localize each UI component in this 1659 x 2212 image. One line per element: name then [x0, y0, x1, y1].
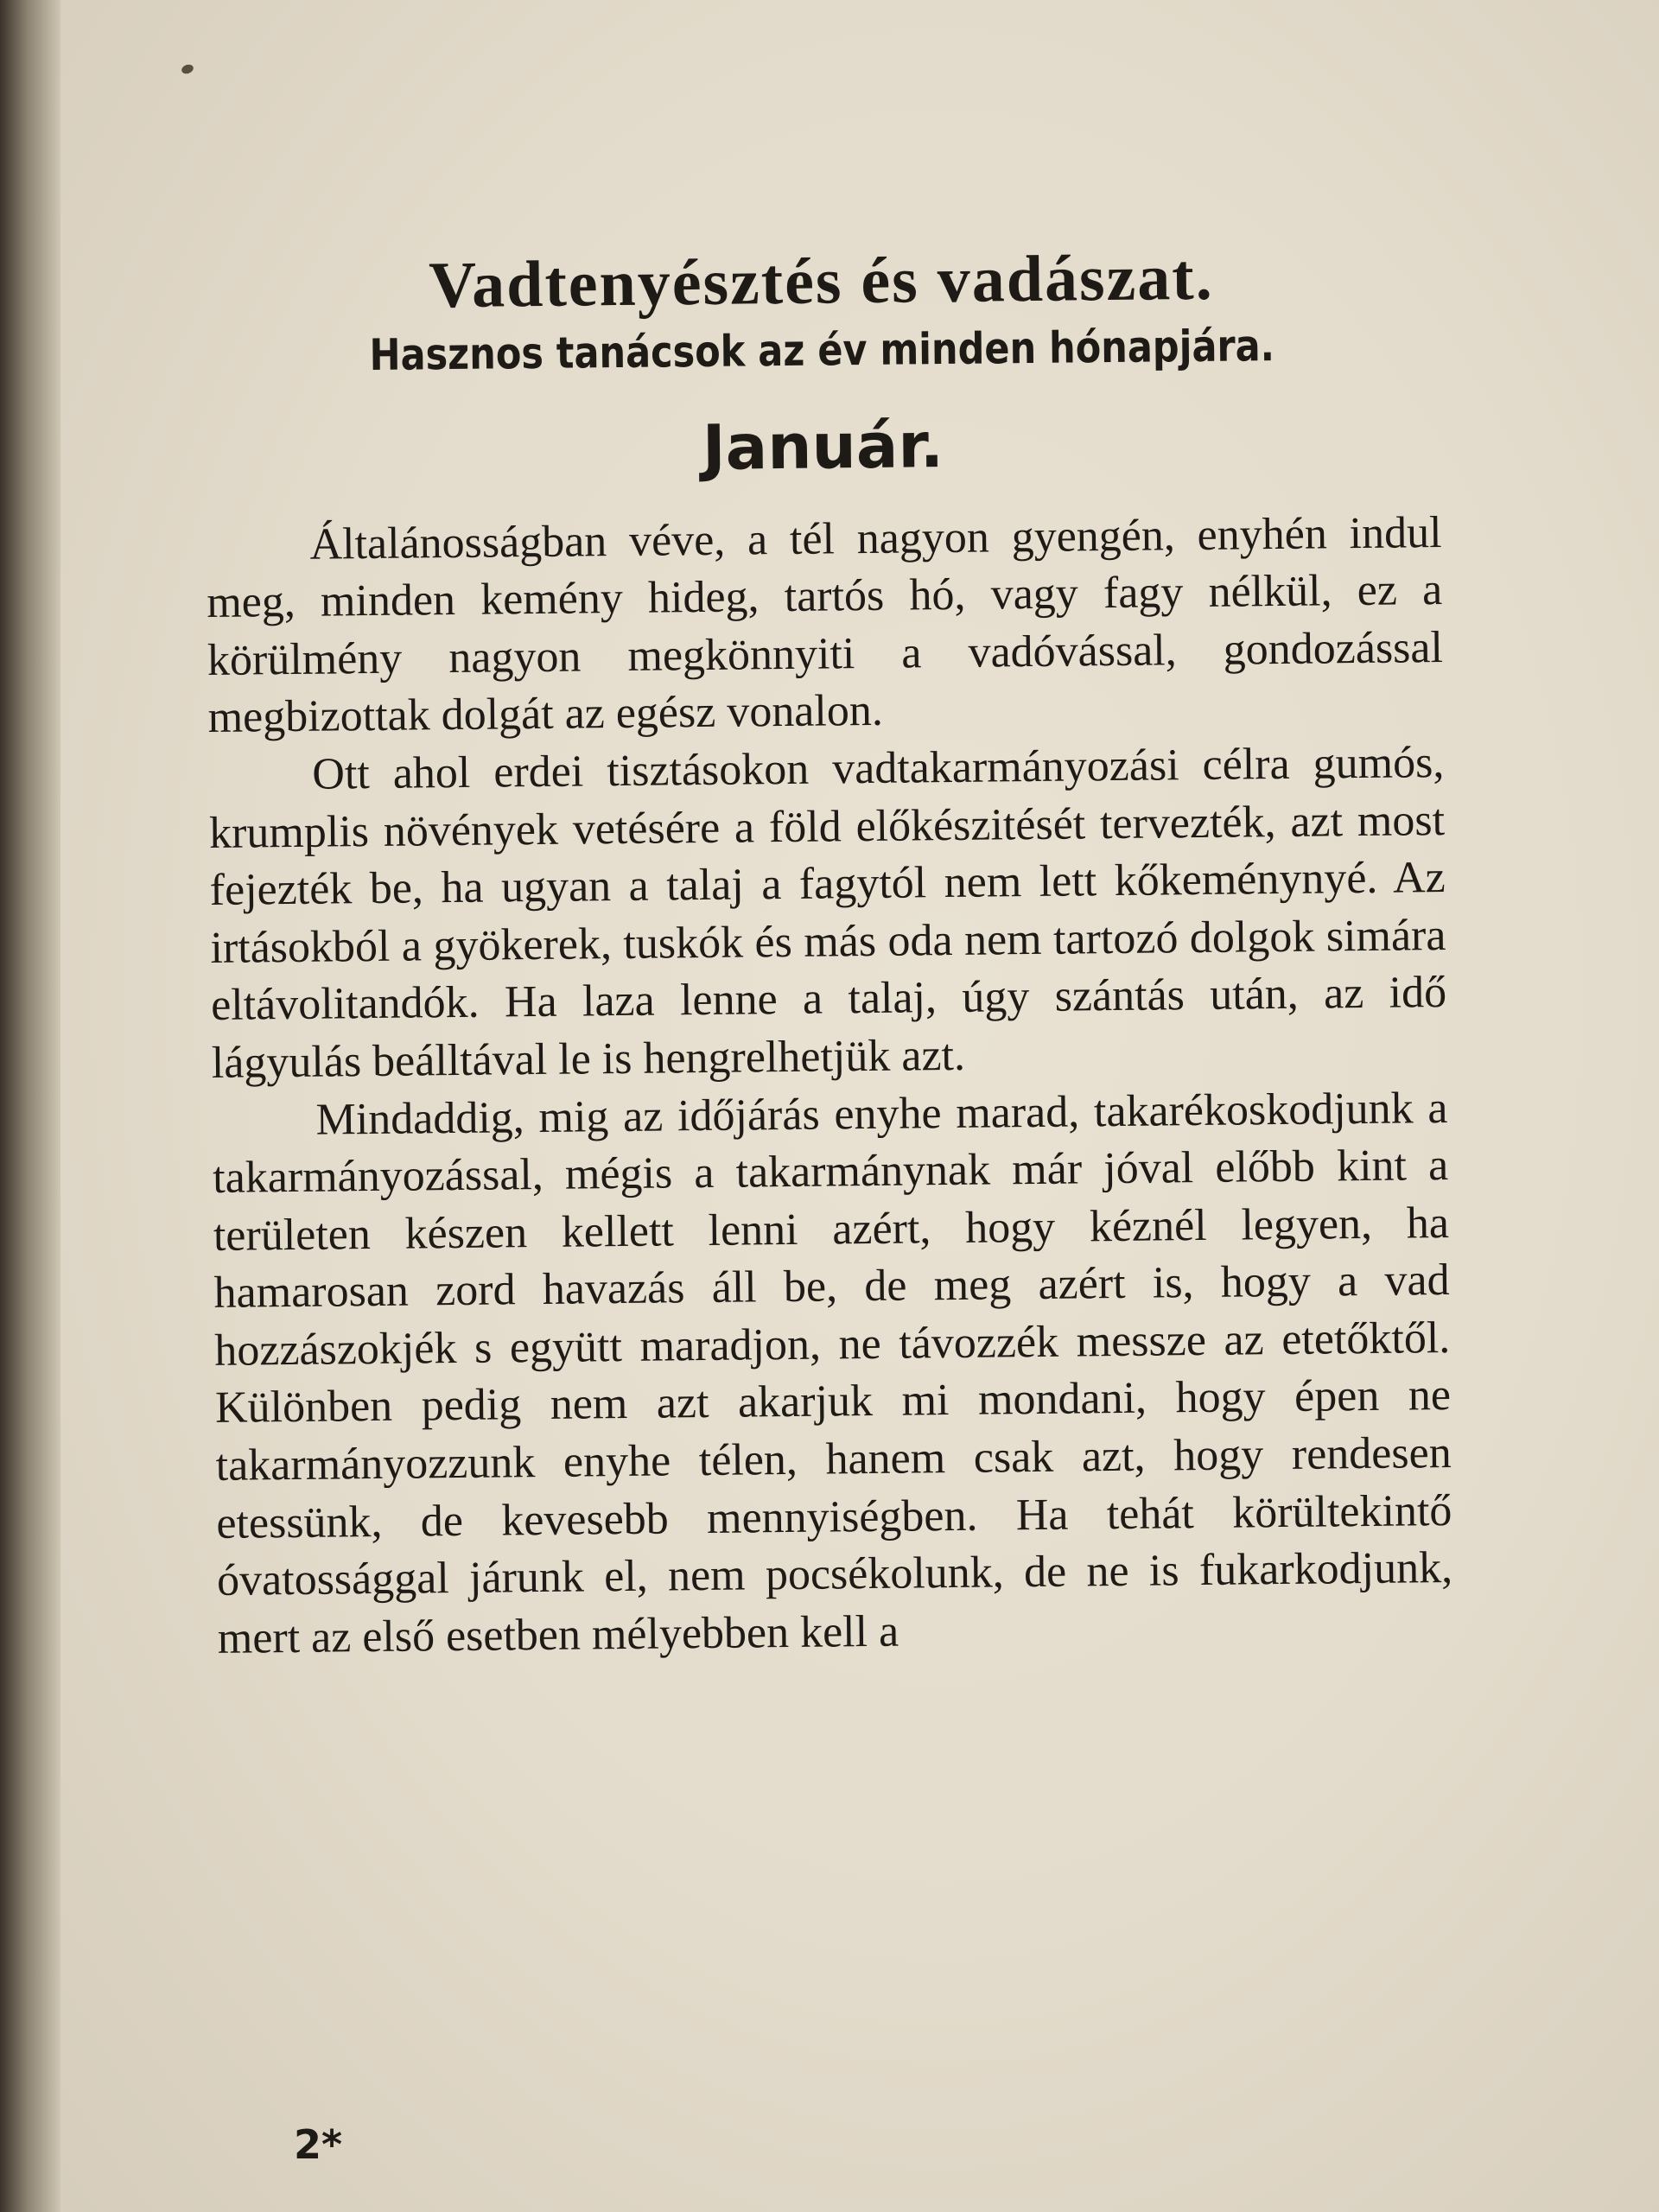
month-heading: Január. — [702, 409, 944, 485]
book-spine — [0, 0, 60, 2212]
page-number: 2* — [294, 2121, 343, 2168]
page-title: Vadtenyésztés és vadászat. — [428, 240, 1214, 322]
paragraph-3: Mindaddig, mig az időjárás enyhe marad, takarékoskodjunk a takarmányozással, mégis a takarmánynak már jóval előbb kint a területen készen kellett lenni azért, hogy kéznél legyen, ha hamarosan zord havazás áll be, de meg azért is, hogy a vad hozzászokjék s együtt maradjon, ne távozzék messze az etetőktől. Különben pedig nem azt akarjuk mi mondani, hogy épen ne takarmányozzunk enyhe télen, hanem csak azt, hogy rendesen etessünk, de kevesebb mennyiségben. Ha tehát körültekintő óvatossággal járunk el, nem pocsékolunk, de ne is fukarkodjunk, mert az első esetben mélyebben kell a — [212, 1083, 1453, 1663]
paragraph-1: Általánosságban véve, a tél nagyon gyengén, enyhén indul meg, minden kemény hideg, tartós hó, vagy fagy nélkül, ez a körülmény nagyon megkönnyiti a vadóvással, gondozással megbizottak dolgát az egész vonalon. — [206, 507, 1444, 743]
paragraph-2: Ott ahol erdei tisztásokon vadtakarmányozási célra gumós, krumplis növények vetésére a föld előkészitését tervezték, azt most fejezték be, ha ugyan a talaj a fagytól nem lett kőkeménynyé. Az irtásokból a gyökerek, tuskók és más oda nem tartozó dolgok simára eltávolitandók. Ha laza lenne a talaj, úgy szántás után, az idő lágyulás beálltával le is hengrelhetjük azt. — [208, 737, 1447, 1088]
book-page — [60, 0, 1659, 2212]
page-subtitle: Hasznos tanácsok az év minden hónapjára. — [369, 321, 1275, 381]
page-text-block — [203, 238, 1453, 1668]
paper-stain — [181, 63, 195, 75]
